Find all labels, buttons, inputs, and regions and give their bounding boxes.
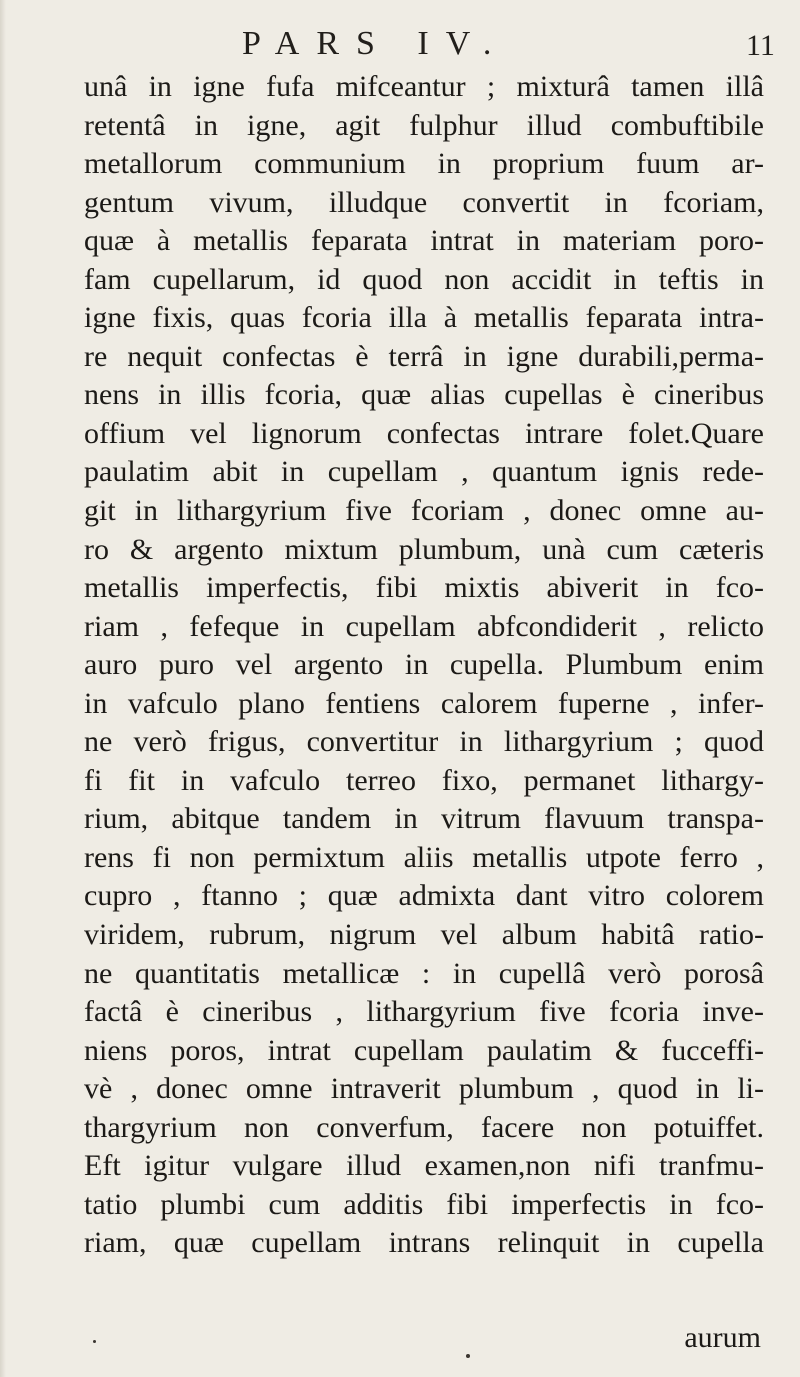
text-line: retentâ in igne, agit fulphur illud combuftibile [84, 108, 764, 142]
text-line: unâ in igne fufa mifceantur ; mixturâ tamen illâ [84, 70, 764, 103]
text-line: ne verò frigus, convertitur in lithargyrium ; quod [84, 725, 764, 759]
text-line: rium, abitque tandem in vitrum flavuum transpa- [84, 802, 764, 836]
text-line: cupro , ftanno ; quæ admixta dant vitro colorem [84, 879, 764, 913]
page-edge-shadow [0, 0, 6, 1377]
text-line: metallis imperfectis, fibi mixtis abiverit in fco- [84, 571, 764, 605]
text-line: factâ è cineribus , lithargyrium five fcoria inve- [84, 995, 764, 1029]
ink-speck [93, 1340, 96, 1343]
text-line: offium vel lignorum confectas intrare folet.Quare [84, 416, 764, 450]
text-line: ro & argento mixtum plumbum, unà cum cæteris [84, 532, 764, 566]
text-line: rens fi non permixtum aliis metallis utpote ferro , [84, 840, 764, 874]
text-line: Eft igitur vulgare illud examen,non nifi tranfmu- [84, 1149, 764, 1183]
text-line: auro puro vel argento in cupella. Plumbum enim [84, 648, 764, 682]
text-line: metallorum communium in proprium fuum ar- [84, 147, 764, 181]
text-line: igne fixis, quas fcoria illa à metallis feparata intra- [84, 301, 764, 335]
catchword: aurum [684, 1321, 761, 1354]
text-line: nens in illis fcoria, quæ alias cupellas è cineribus [84, 378, 764, 412]
running-title: PARS IV. [242, 25, 509, 62]
text-line: ne quantitatis metallicæ : in cupellâ verò porosâ [84, 956, 764, 990]
text-line: quæ à metallis feparata intrat in materiam poro- [84, 224, 764, 258]
text-line: riam, quæ cupellam intrans relinquit in cupella [84, 1226, 764, 1260]
text-line: fam cupellarum, id quod non accidit in teftis in [84, 262, 764, 296]
text-line: viridem, rubrum, nigrum vel album habitâ ratio- [84, 918, 764, 952]
text-line: niens poros, intrat cupellam paulatim & fucceffi- [84, 1033, 764, 1067]
text-line: riam , fefeque in cupellam abfcondiderit , relicto [84, 609, 764, 643]
text-line: paulatim abit in cupellam , quantum ignis rede- [84, 455, 764, 489]
ink-speck [466, 1354, 470, 1358]
text-line: gentum vivum, illudque convertit in fcoriam, [84, 185, 764, 219]
text-line: git in lithargyrium five fcoriam , donec omne au- [84, 494, 764, 528]
text-line: fi fit in vafculo terreo fixo, permanet lithargy- [84, 763, 764, 797]
text-line: in vafculo plano fentiens calorem fuperne , infer- [84, 686, 764, 720]
running-head [0, 22, 800, 66]
text-line: thargyrium non converfum, facere non potuiffet. [84, 1110, 764, 1144]
text-line: re nequit confectas è terrâ in igne durabili,perma- [84, 339, 764, 373]
body-text [84, 68, 764, 1263]
text-line: vè , donec omne intraverit plumbum , quod in li- [84, 1072, 764, 1106]
page-number: 11 [746, 29, 775, 62]
text-line: tatio plumbi cum additis fibi imperfectis in fco- [84, 1187, 764, 1221]
